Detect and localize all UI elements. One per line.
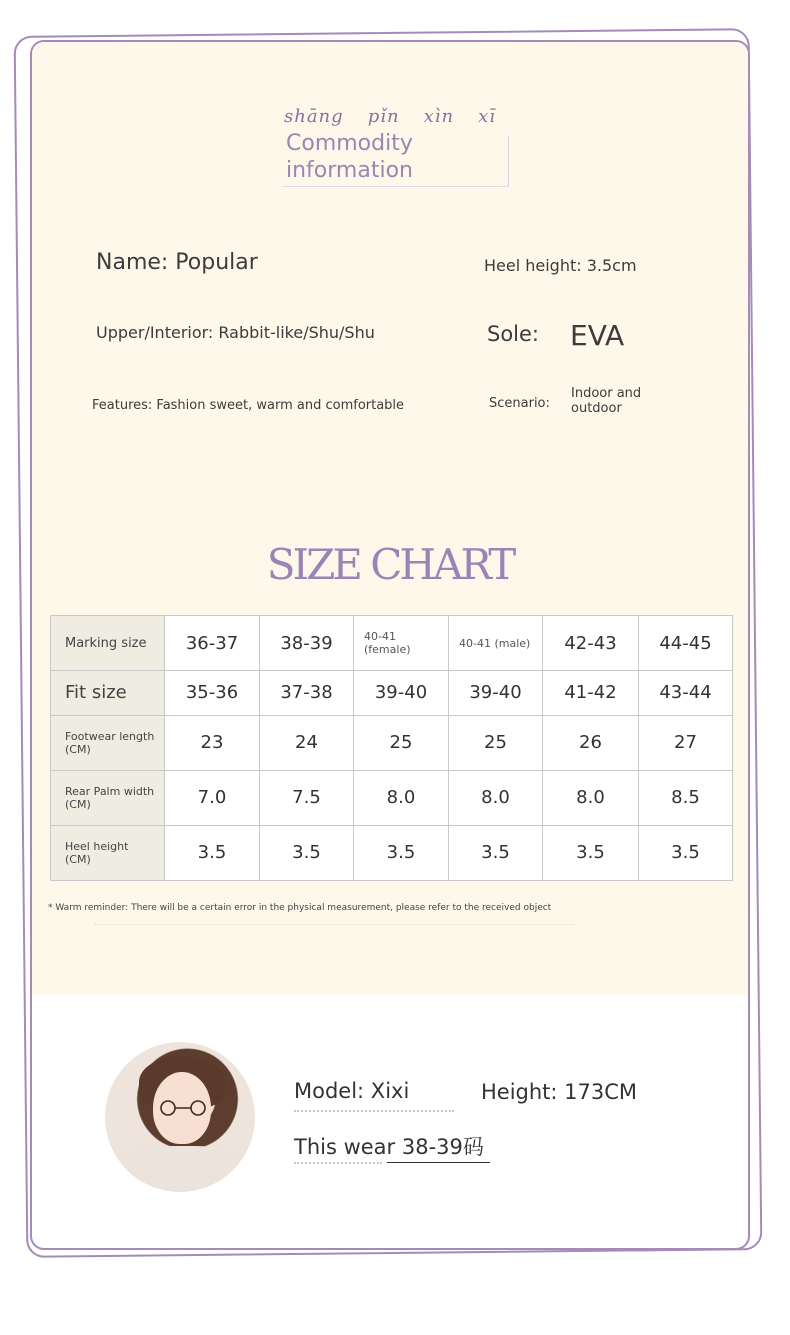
pinyin-4: xī	[478, 106, 496, 127]
sole-label: Sole:	[487, 322, 540, 346]
glasses-icon	[157, 1100, 209, 1116]
table-cell: 36-37	[165, 616, 260, 671]
table-cell: 3.5	[260, 825, 354, 880]
table-row	[51, 671, 733, 716]
features: Features: Fashion sweet, warm and comfortable	[92, 398, 405, 413]
table-cell: 39-40	[354, 671, 449, 716]
table-cell: 3.5	[639, 825, 733, 880]
table-cell: 8.5	[639, 770, 733, 825]
section-title-line2: information	[286, 158, 413, 183]
pinyin-3: xìn	[423, 106, 455, 127]
table-cell: 8.0	[449, 770, 543, 825]
pinyin-1: shāng	[284, 106, 344, 127]
reminder-divider	[94, 924, 574, 925]
table-cell: 27	[639, 715, 733, 770]
model-name-dots	[294, 1110, 454, 1112]
table-row	[51, 825, 733, 880]
table-cell: 3.5	[449, 825, 543, 880]
table-cell: 40-41 (male)	[449, 616, 543, 671]
table-cell: 7.0	[165, 770, 260, 825]
table-cell: 8.0	[354, 770, 449, 825]
table-cell: 23	[165, 715, 260, 770]
table-cell: 3.5	[543, 825, 639, 880]
wear-dots	[294, 1162, 382, 1164]
upper-interior: Upper/Interior: Rabbit-like/Shu/Shu	[96, 323, 375, 342]
table-cell: 38-39	[260, 616, 354, 671]
model-avatar	[105, 1042, 255, 1192]
row-label-fit-size: Fit size	[51, 671, 165, 716]
row-label-rear-palm-width: Rear Palm width (CM)	[51, 770, 165, 825]
table-cell: 3.5	[354, 825, 449, 880]
table-cell: 40-41 (female)	[354, 616, 449, 671]
size-chart-title: SIZE CHART	[266, 540, 514, 589]
scenario-value	[571, 386, 641, 416]
table-cell: 35-36	[165, 671, 260, 716]
table-cell: 42-43	[543, 616, 639, 671]
table-row	[51, 770, 733, 825]
table-cell: 39-40	[449, 671, 543, 716]
row-label-marking-size: Marking size	[51, 616, 165, 671]
table-cell: 3.5	[165, 825, 260, 880]
table-cell: 26	[543, 715, 639, 770]
table-cell: 25	[354, 715, 449, 770]
table-cell: 7.5	[260, 770, 354, 825]
scenario-value-line2: outdoor	[571, 401, 622, 416]
table-cell: 25	[449, 715, 543, 770]
heel-height: Heel height: 3.5cm	[484, 256, 637, 275]
section-title-line1: Commodity	[286, 131, 413, 156]
wear-prefix: This wear	[294, 1135, 402, 1159]
table-row	[51, 715, 733, 770]
table-cell: 41-42	[543, 671, 639, 716]
product-name: Name: Popular	[96, 250, 258, 275]
row-label-heel-height: Heel height (CM)	[51, 825, 165, 880]
table-cell: 37-38	[260, 671, 354, 716]
section-title	[286, 130, 413, 184]
table-cell: 43-44	[639, 671, 733, 716]
warm-reminder: * Warm reminder: There will be a certain error in the physical measurement, please refer to the received object	[48, 903, 552, 913]
scenario-value-line1: Indoor and	[571, 386, 642, 401]
table-cell: 44-45	[639, 616, 733, 671]
size-table	[50, 615, 733, 881]
scenario-label: Scenario:	[489, 396, 550, 411]
sole-value: EVA	[570, 319, 625, 352]
table-cell: 8.0	[543, 770, 639, 825]
table-row	[51, 616, 733, 671]
pinyin-2: pǐn	[367, 106, 400, 127]
model-wear	[294, 1131, 484, 1161]
model-height: Height: 173CM	[481, 1080, 638, 1104]
wear-underline	[387, 1162, 490, 1163]
row-label-footwear-length: Footwear length (CM)	[51, 715, 165, 770]
wear-size: 38-39码	[401, 1135, 484, 1159]
model-name: Model: Xixi	[294, 1079, 410, 1103]
product-card	[30, 40, 750, 1250]
avatar-sweater	[105, 1146, 255, 1192]
pinyin-heading	[284, 106, 520, 127]
table-cell: 24	[260, 715, 354, 770]
